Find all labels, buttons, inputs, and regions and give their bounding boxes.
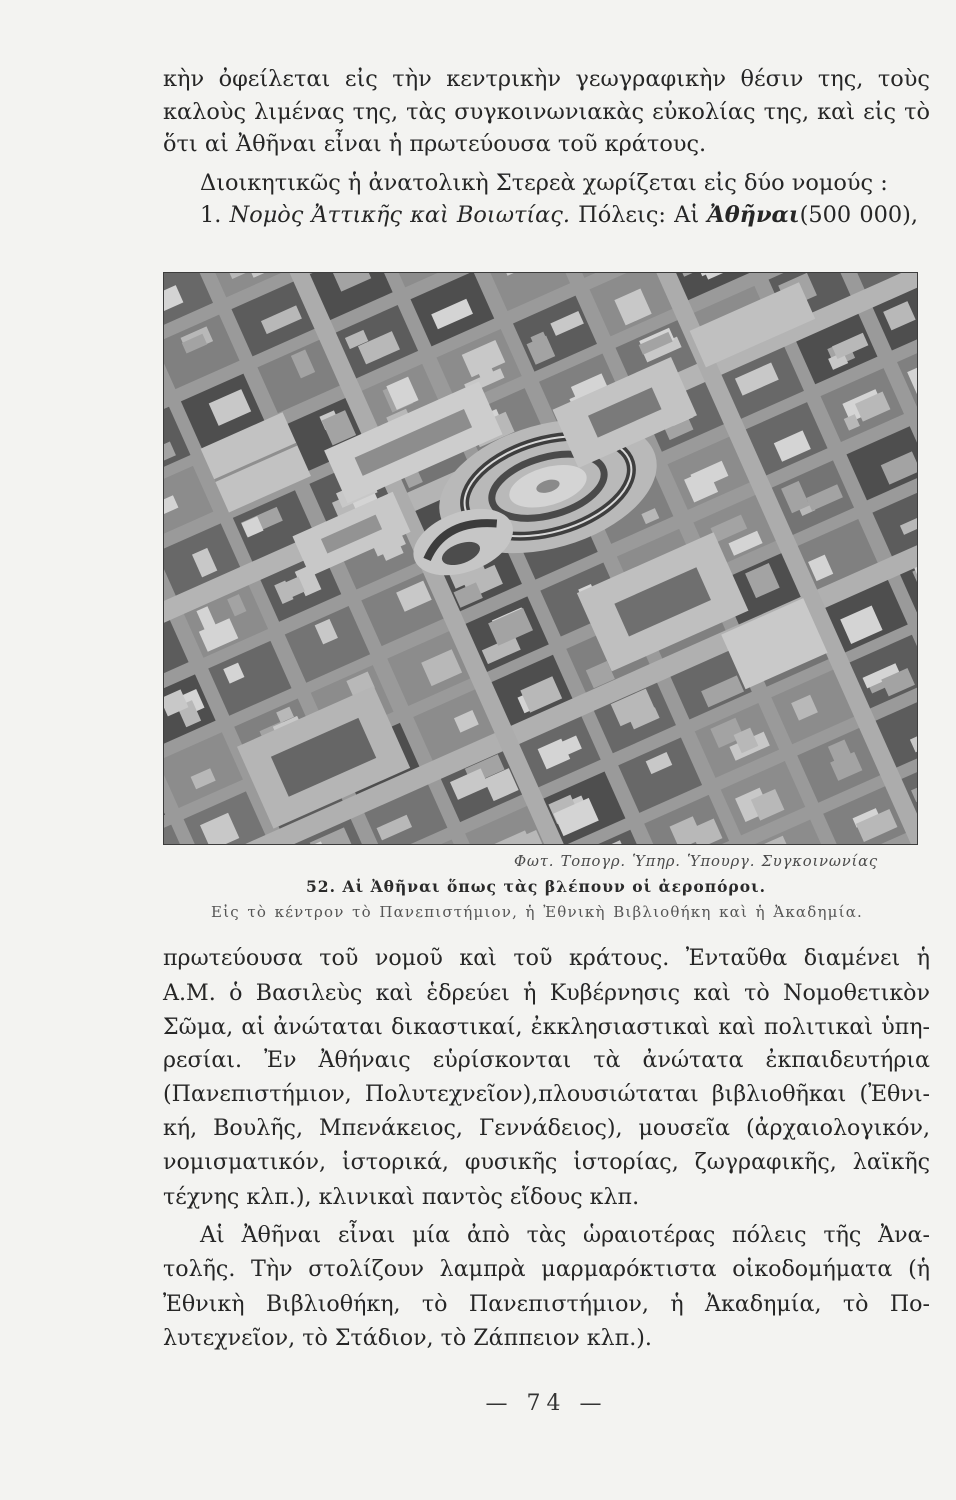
top-text-line: καλοὺς λιμένας της, τὰς συγκοινωνιακὰς εὐκολίας της, καὶ εἰς τὸ [163,99,930,125]
top-text-line: ὅτι αἱ Ἀθῆναι εἶναι ἡ πρωτεύουσα τοῦ κράτους. [163,131,707,157]
body-text-line: ρεσίαι. Ἐν Ἀθήναις εὑρίσκονται τὰ ἀνώτατα ἐκπαιδευτήρια [163,1047,930,1073]
top-text-line: Διοικητικῶς ἡ ἀνατολικὴ Στερεὰ χωρίζεται εἰς δύο νομούς : [200,170,888,196]
county-line [200,199,918,231]
body-text-line: τολῆς. Τὴν στολίζουν λαμπρὰ μαρμαρόκτιστα οἰκοδομήματα (ἡ [163,1256,930,1282]
body-text-line: κή, Βουλῆς, Μπενάκειος, Γεννάδειος), μουσεῖα (ἀρχαιολογικόν, [163,1115,930,1141]
county-number: 1. [200,202,222,228]
figure-subcaption: Εἰς τὸ κέντρον τὸ Πανεπιστήμιον, ἡ Ἐθνικὴ Βιβλιοθήκη καὶ ἡ Ἀκαδημία. [211,903,863,921]
figure-caption [306,876,766,898]
page-number: — 74 — [485,1391,608,1416]
aerial-photo-art [164,273,917,844]
population: (500 000), [799,202,918,228]
top-text-line: κὴν ὀφείλεται εἰς τὴν κεντρικὴν γεωγραφικὴν θέσιν της, τοὺς [163,66,930,92]
aerial-photo [163,272,918,845]
city-name: Ἀθῆναι [707,202,800,228]
body-text-line: Σῶμα, αἱ ἀνώταται δικαστικαί, ἐκκλησιαστικαὶ καὶ πολιτικαὶ ὑπη- [163,1014,930,1040]
city-article: Αἱ [674,202,700,228]
figure-title: Αἱ Ἀθῆναι ὅπως τὰς βλέπουν οἱ ἀεροπόροι. [342,877,766,896]
figure-number: 52. [306,877,336,896]
cities-label: Πόλεις: [578,202,666,228]
figure-credit: Φωτ. Τοπογρ. Ὑπηρ. Ὑπουργ. Συγκοινωνίας [514,853,878,870]
body-text-line: Α.Μ. ὁ Βασιλεὺς καὶ ἑδρεύει ἡ Κυβέρνησις καὶ τὸ Νομοθετικὸν [163,980,930,1006]
body-text-line: (Πανεπιστήμιον, Πολυτεχνεῖον),πλουσιώταται βιβλιοθῆκαι (Ἐθνι- [163,1081,930,1107]
body-text-line: νομισματικόν, ἱστορικά, φυσικῆς ἱστορίας, ζωγραφικῆς, λαϊκῆς [163,1149,930,1175]
body-text-line: τέχνης κλπ.), κλινικαὶ παντὸς εἴδους κλπ. [163,1184,640,1210]
county-name: Νομὸς Ἀττικῆς καὶ Βοιωτίας. [229,202,570,228]
body-text-line: Ἐθνικὴ Βιβλιοθήκη, τὸ Πανεπιστήμιον, ἡ Ἀκαδημία, τὸ Πο- [163,1291,930,1317]
body-text-line: πρωτεύουσα τοῦ νομοῦ καὶ τοῦ κράτους. Ἐνταῦθα διαμένει ἡ [163,945,930,971]
body-text-line: λυτεχνεῖον, τὸ Στάδιον, τὸ Ζάππειον κλπ.). [163,1325,652,1351]
body-text-line: Αἱ Ἀθῆναι εἶναι μία ἀπὸ τὰς ὡραιοτέρας πόλεις τῆς Ἀνα- [200,1222,930,1248]
